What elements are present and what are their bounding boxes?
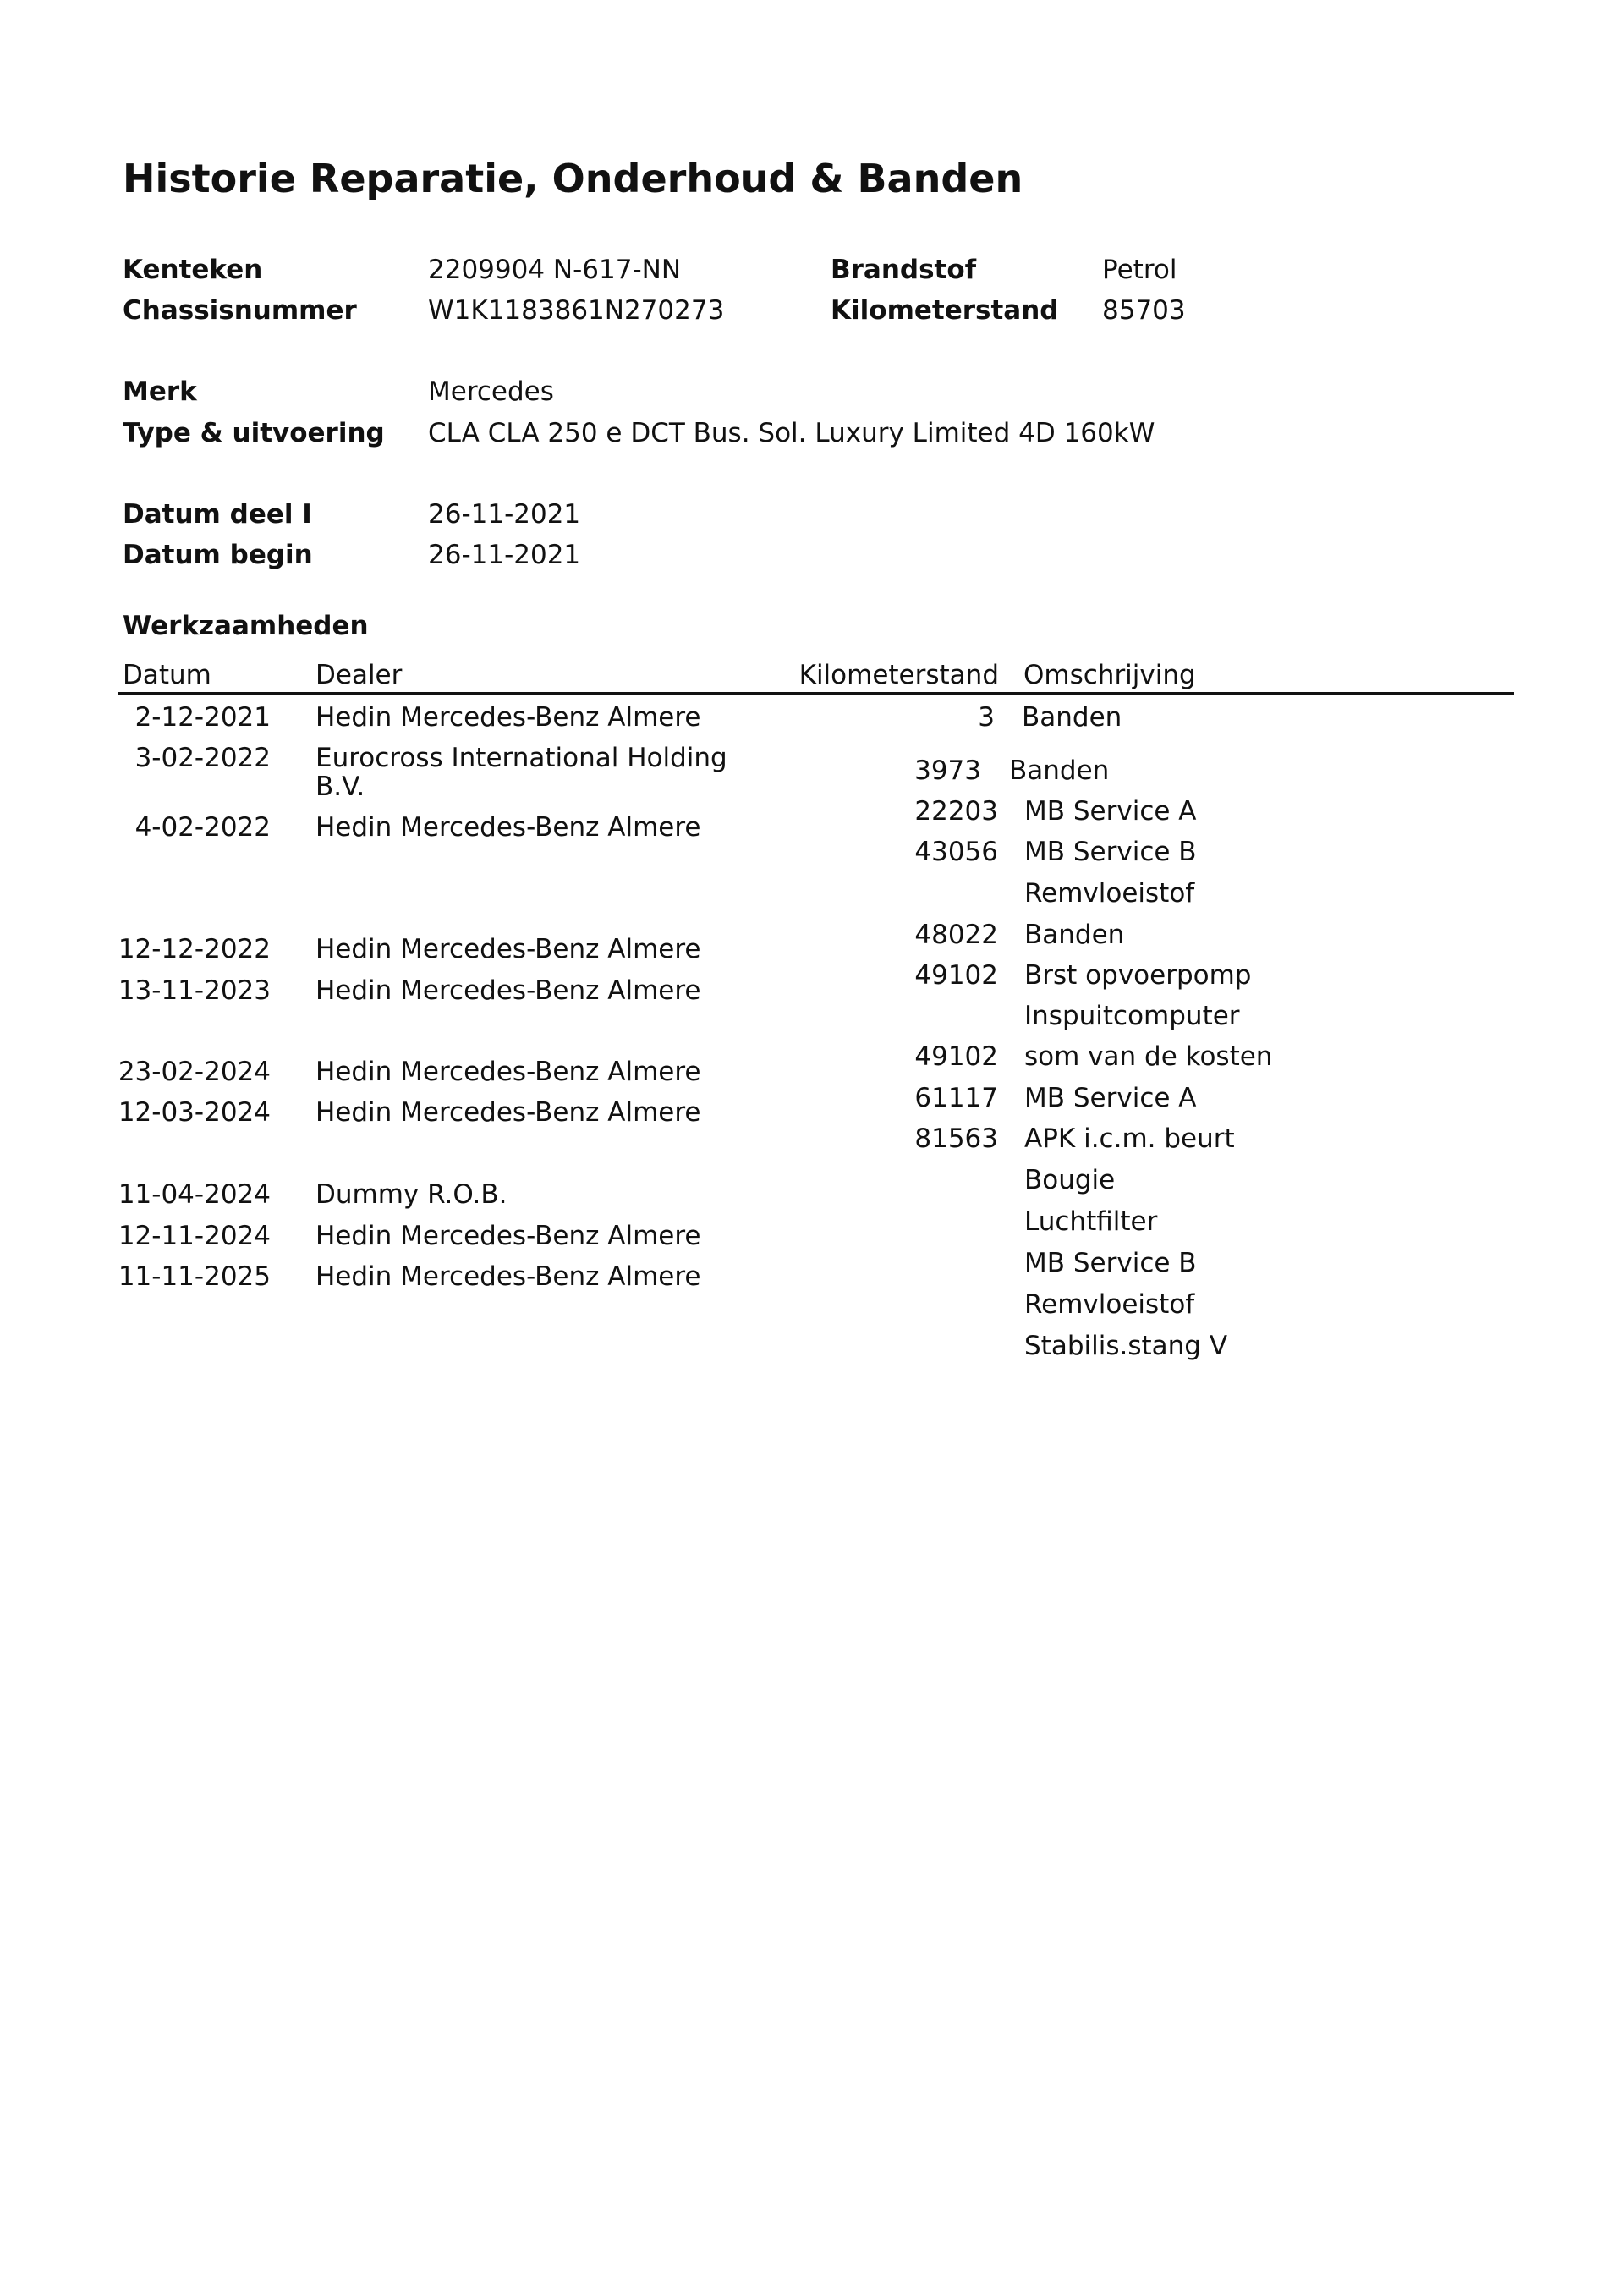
dealer-cell: Hedin Mercedes-Benz Almere <box>315 975 701 1006</box>
desc-cell: MB Service B <box>1024 837 1197 867</box>
header-omschrijving: Omschrijving <box>1023 660 1196 690</box>
dealer-cell: Hedin Mercedes-Benz Almere <box>315 812 701 843</box>
desc-cell: APK i.c.m. beurt <box>1024 1123 1235 1154</box>
type-label: Type & uitvoering <box>123 418 385 448</box>
datum-deel-value: 26-11-2021 <box>428 499 581 530</box>
desc-cell: Inspuitcomputer <box>1024 1001 1240 1031</box>
desc-cell: Remvloeistof <box>1024 1289 1195 1320</box>
page-title: Historie Reparatie, Onderhoud & Banden <box>123 156 1023 201</box>
km-cell: 49102 <box>914 1041 998 1072</box>
km-cell: 3973 <box>914 755 981 786</box>
km-cell: 48022 <box>914 920 998 950</box>
header-dealer: Dealer <box>315 660 403 690</box>
date-cell: 12-03-2024 <box>118 1097 271 1128</box>
kilometerstand-value: 85703 <box>1102 295 1186 326</box>
header-rule <box>118 692 1514 695</box>
desc-cell: MB Service B <box>1024 1248 1197 1278</box>
datum-begin-value: 26-11-2021 <box>428 540 581 570</box>
desc-cell: Banden <box>1022 702 1122 733</box>
desc-cell: Bougie <box>1024 1165 1116 1195</box>
dealer-cell: Dummy R.O.B. <box>315 1179 508 1210</box>
desc-cell: Brst opvoerpomp <box>1024 960 1252 991</box>
section-title: Werkzaamheden <box>123 611 369 641</box>
header-datum: Datum <box>123 660 211 690</box>
km-cell: 81563 <box>914 1123 998 1154</box>
desc-cell: Luchtfilter <box>1024 1206 1158 1237</box>
brandstof-value: Petrol <box>1102 255 1177 285</box>
chassis-label: Chassisnummer <box>123 295 357 326</box>
dealer-cell: Hedin Mercedes-Benz Almere <box>315 1097 701 1128</box>
km-cell: 49102 <box>914 960 998 991</box>
date-cell: 13-11-2023 <box>118 975 271 1006</box>
kenteken-label: Kenteken <box>123 255 263 285</box>
date-cell: 2-12-2021 <box>134 702 271 733</box>
dealer-cell: Hedin Mercedes-Benz Almere <box>315 1261 701 1292</box>
merk-value: Mercedes <box>428 376 554 407</box>
km-cell: 61117 <box>914 1083 998 1113</box>
header-kilometerstand: Kilometerstand <box>798 660 999 690</box>
type-value: CLA CLA 250 e DCT Bus. Sol. Luxury Limited 4D 160kW <box>428 418 1155 448</box>
desc-cell: Stabilis.stang V <box>1024 1331 1228 1361</box>
desc-cell: som van de kosten <box>1024 1041 1273 1072</box>
datum-begin-label: Datum begin <box>123 540 313 570</box>
kenteken-value: 2209904 N-617-NN <box>428 255 682 285</box>
date-cell: 4-02-2022 <box>134 812 271 843</box>
date-cell: 3-02-2022 <box>134 743 271 773</box>
brandstof-label: Brandstof <box>831 255 977 285</box>
datum-deel-label: Datum deel I <box>123 499 312 530</box>
desc-cell: Banden <box>1009 755 1110 786</box>
dealer-cell: Hedin Mercedes-Benz Almere <box>315 1221 701 1251</box>
date-cell: 11-04-2024 <box>118 1179 271 1210</box>
dealer-cell: Hedin Mercedes-Benz Almere <box>315 934 701 964</box>
date-cell: 23-02-2024 <box>118 1057 271 1087</box>
dealer-cell: Hedin Mercedes-Benz Almere <box>315 702 701 733</box>
km-cell: 3 <box>978 702 995 733</box>
km-cell: 43056 <box>914 837 998 867</box>
kilometerstand-label: Kilometerstand <box>831 295 1059 326</box>
desc-cell: Remvloeistof <box>1024 878 1195 909</box>
desc-cell: MB Service A <box>1024 796 1197 827</box>
desc-cell: MB Service A <box>1024 1083 1197 1113</box>
dealer-cell: Eurocross International Holding <box>315 743 727 773</box>
merk-label: Merk <box>123 376 197 407</box>
dealer-cell-line2: B.V. <box>315 772 365 802</box>
km-cell: 22203 <box>914 796 998 827</box>
chassis-value: W1K1183861N270273 <box>428 295 725 326</box>
date-cell: 12-11-2024 <box>118 1221 271 1251</box>
date-cell: 11-11-2025 <box>118 1261 271 1292</box>
dealer-cell: Hedin Mercedes-Benz Almere <box>315 1057 701 1087</box>
date-cell: 12-12-2022 <box>118 934 271 964</box>
desc-cell: Banden <box>1024 920 1125 950</box>
